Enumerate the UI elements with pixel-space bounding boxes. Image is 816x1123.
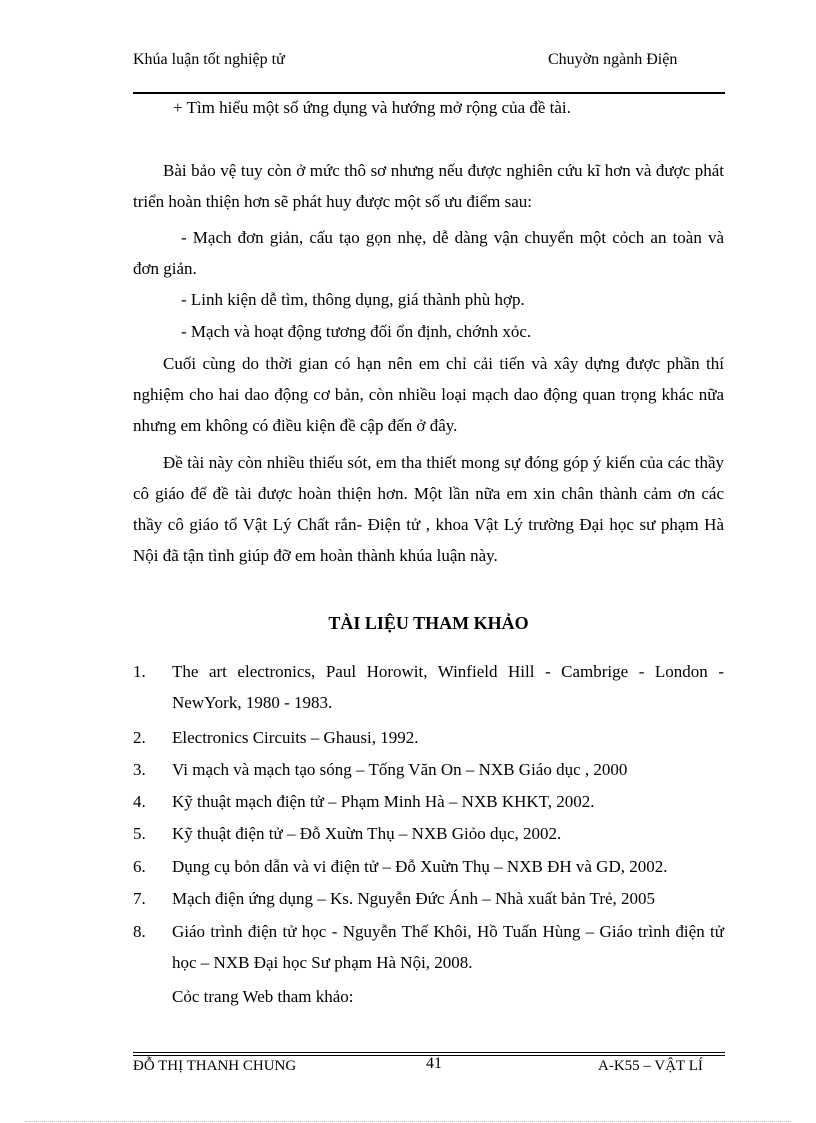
ref-number: 1.	[133, 662, 146, 681]
paragraph-thanks: Đề tài này còn nhiều thiếu sót, em tha thiết mong sự đóng góp ý kiến của các thầy cô giáo để đề tài được hoàn thiện hơn. Một lần nữa em xin chân thành cảm ơn các thầy cô giáo tổ Vật Lý Chất rắn- Điện tử , khoa Vật Lý trường Đại học sư phạm Hà Nội đã tận tình giúp đỡ em hoàn thành khúa luận này.	[133, 453, 724, 565]
ref-text: Kỹ thuật điện tử – Đỗ Xuừn Thụ – NXB Giỏo dục, 2002.	[172, 824, 562, 843]
bullet-item: - Mạch đơn giản, cấu tạo gọn nhẹ, dễ dàng vận chuyển một cỏch an toàn và đơn giản.	[133, 228, 724, 278]
ref-text: Vi mạch và mạch tạo sóng – Tống Văn On – NXB Giáo dục , 2000	[172, 760, 628, 779]
footer-class: A-K55 – VẬT LÍ	[598, 1058, 703, 1074]
paragraph-intro: Bài bảo vệ tuy còn ở mức thô sơ nhưng nếu được nghiên cứu kĩ hơn và được phát triển hoàn thiện hơn sẽ phát huy được một số ưu điểm sau:	[133, 161, 724, 211]
ref-text: Dụng cụ bỏn dẫn và vi điện tử – Đỗ Xuừn Thụ – NXB ĐH và GD, 2002.	[172, 857, 668, 876]
ref-text: Giáo trình điện tử học - Nguyễn Thế Khôi, Hồ Tuấn Hùng – Giáo trình điện tử học – NXB Đại học Sư phạm Hà Nội, 2008.	[172, 922, 724, 972]
ref-text: Electronics Circuits – Ghausi, 1992.	[172, 728, 419, 747]
ref-text: The art electronics, Paul Horowit, Winfield Hill - Cambrige - London - NewYork, 1980 - 1983.	[172, 662, 724, 712]
header-left: Khúa luận tốt nghiệp tử	[133, 51, 285, 68]
ref-number: 4.	[133, 792, 146, 811]
ref-number: 2.	[133, 728, 146, 747]
ref-number: 8.	[133, 922, 146, 941]
ref-number: 7.	[133, 889, 146, 908]
page-bottom-border	[25, 1121, 791, 1122]
task-item: + Tìm hiểu một số ứng dụng và hướng mở rộng của đề tài.	[173, 98, 571, 117]
header-right: Chuyờn ngành Điện	[548, 51, 678, 68]
page-number: 41	[426, 1055, 442, 1072]
ref-number: 6.	[133, 857, 146, 876]
footer-author: ĐỖ THỊ THANH CHUNG	[133, 1058, 297, 1074]
bullet-item: - Mạch và hoạt động tương đối ổn định, chớnh xỏc.	[181, 322, 532, 341]
ref-number: 5.	[133, 824, 146, 843]
bullet-item: - Linh kiện dễ tìm, thông dụng, giá thành phù hợp.	[181, 290, 525, 309]
references-title: TÀI LIỆU THAM KHẢO	[328, 613, 529, 633]
footer-rule	[133, 1052, 725, 1053]
ref-number: 3.	[133, 760, 146, 779]
paragraph-conclusion: Cuối cùng do thời gian có hạn nên em chỉ cải tiến và xây dựng được phần thí nghiệm cho hai dao động cơ bản, còn nhiều loại mạch dao động quan trọng khác nữa nhưng em không có điều kiện đề cập đến ở đây.	[133, 354, 724, 435]
ref-text: Kỹ thuật mạch điện tử – Phạm Minh Hà – NXB KHKT, 2002.	[172, 792, 595, 811]
ref-text: Mạch điện ứng dụng – Ks. Nguyễn Đức Ánh – Nhà xuất bản Trẻ, 2005	[172, 889, 656, 908]
web-references-label: Cỏc trang Web tham khảo:	[172, 987, 354, 1006]
